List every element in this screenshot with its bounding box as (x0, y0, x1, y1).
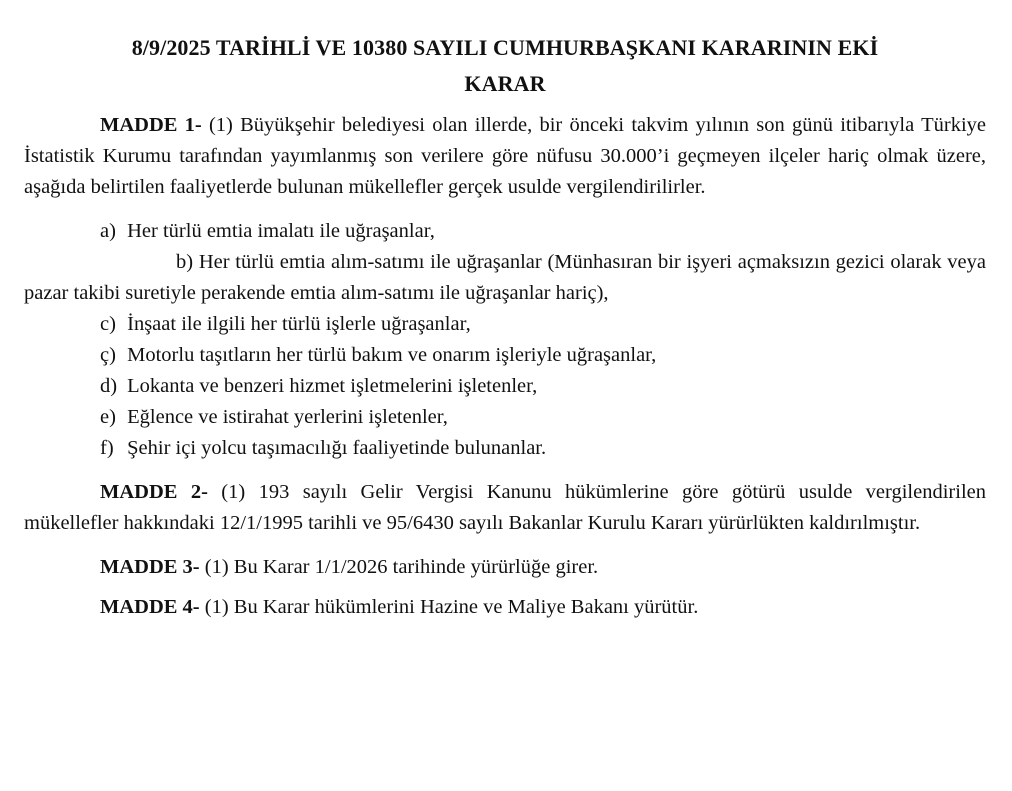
article-1 (24, 110, 986, 203)
list-marker: ç) (100, 344, 116, 366)
title-line-1: 8/9/2025 TARİHLİ VE 10380 SAYILI CUMHURBAŞKANI KARARININ EKİ (131, 35, 879, 60)
list-marker: d) (100, 375, 118, 397)
article-3 (24, 552, 986, 583)
list-marker: a) (100, 220, 116, 242)
article-3-heading: MADDE 3- (100, 556, 200, 578)
article-4-heading: MADDE 4- (100, 596, 200, 618)
article-3-text: (1) Bu Karar 1/1/2026 tarihinde yürürlüğe girer. (199, 556, 599, 578)
list-item-a (24, 216, 986, 247)
list-item-c (24, 309, 986, 340)
article-2 (24, 477, 986, 539)
title-line-2: KARAR (464, 71, 546, 96)
list-marker: e) (100, 406, 116, 428)
list-item-text: İnşaat ile ilgili her türlü işlerle uğraşanlar, (127, 313, 471, 335)
article-1-list (24, 216, 986, 464)
article-2-text: (1) 193 sayılı Gelir Vergisi Kanunu hükümlerine göre götürü usulde vergilendirilen mükellefler hakkındaki 12/1/1995 tarihli ve 95/6430 sayılı Bakanlar Kurulu Kararı yürürlükten kaldırılmıştır. (24, 481, 986, 534)
list-item-text: Her türlü emtia alım-satımı ile uğraşanlar (Münhasıran bir işyeri açmaksızın gezici olarak veya pazar takibi suretiyle perakende emtia alım-satımı ile uğraşanlar hariç), (24, 251, 987, 304)
list-item-f (24, 433, 986, 464)
list-item-text: Motorlu taşıtların her türlü bakım ve onarım işleriyle uğraşanlar, (127, 344, 657, 366)
article-1-text: (1) Büyükşehir belediyesi olan illerde, bir önceki takvim yılının son günü itibarıyla Türkiye İstatistik Kurumu tarafından yayımlanmış son verilere göre nüfusu 30.000’i geçmeyen ilçeler hariç olmak üzere, aşağıda belirtilen faaliyetlerde bulunan mükellefler gerçek usulde vergilendirilirler. (24, 114, 986, 198)
article-2-heading: MADDE 2- (100, 481, 208, 503)
list-item-text: Lokanta ve benzeri hizmet işletmelerini işletenler, (127, 375, 538, 397)
list-marker: b) (176, 251, 194, 273)
list-item-cc (24, 340, 986, 371)
list-item-text: Her türlü emtia imalatı ile uğraşanlar, (127, 220, 435, 242)
article-4-text: (1) Bu Karar hükümlerini Hazine ve Maliye Bakanı yürütür. (199, 596, 699, 618)
document-page (24, 30, 986, 623)
list-item-b (24, 247, 986, 309)
list-marker: c) (100, 313, 116, 335)
list-item-d (24, 371, 986, 402)
list-item-e (24, 402, 986, 433)
list-item-text: Şehir içi yolcu taşımacılığı faaliyetinde bulunanlar. (127, 437, 547, 459)
article-1-heading: MADDE 1- (100, 114, 202, 136)
list-item-text: Eğlence ve istirahat yerlerini işletenler, (127, 406, 448, 428)
list-marker: f) (100, 437, 114, 459)
article-4 (24, 592, 986, 623)
document-title (24, 30, 986, 102)
